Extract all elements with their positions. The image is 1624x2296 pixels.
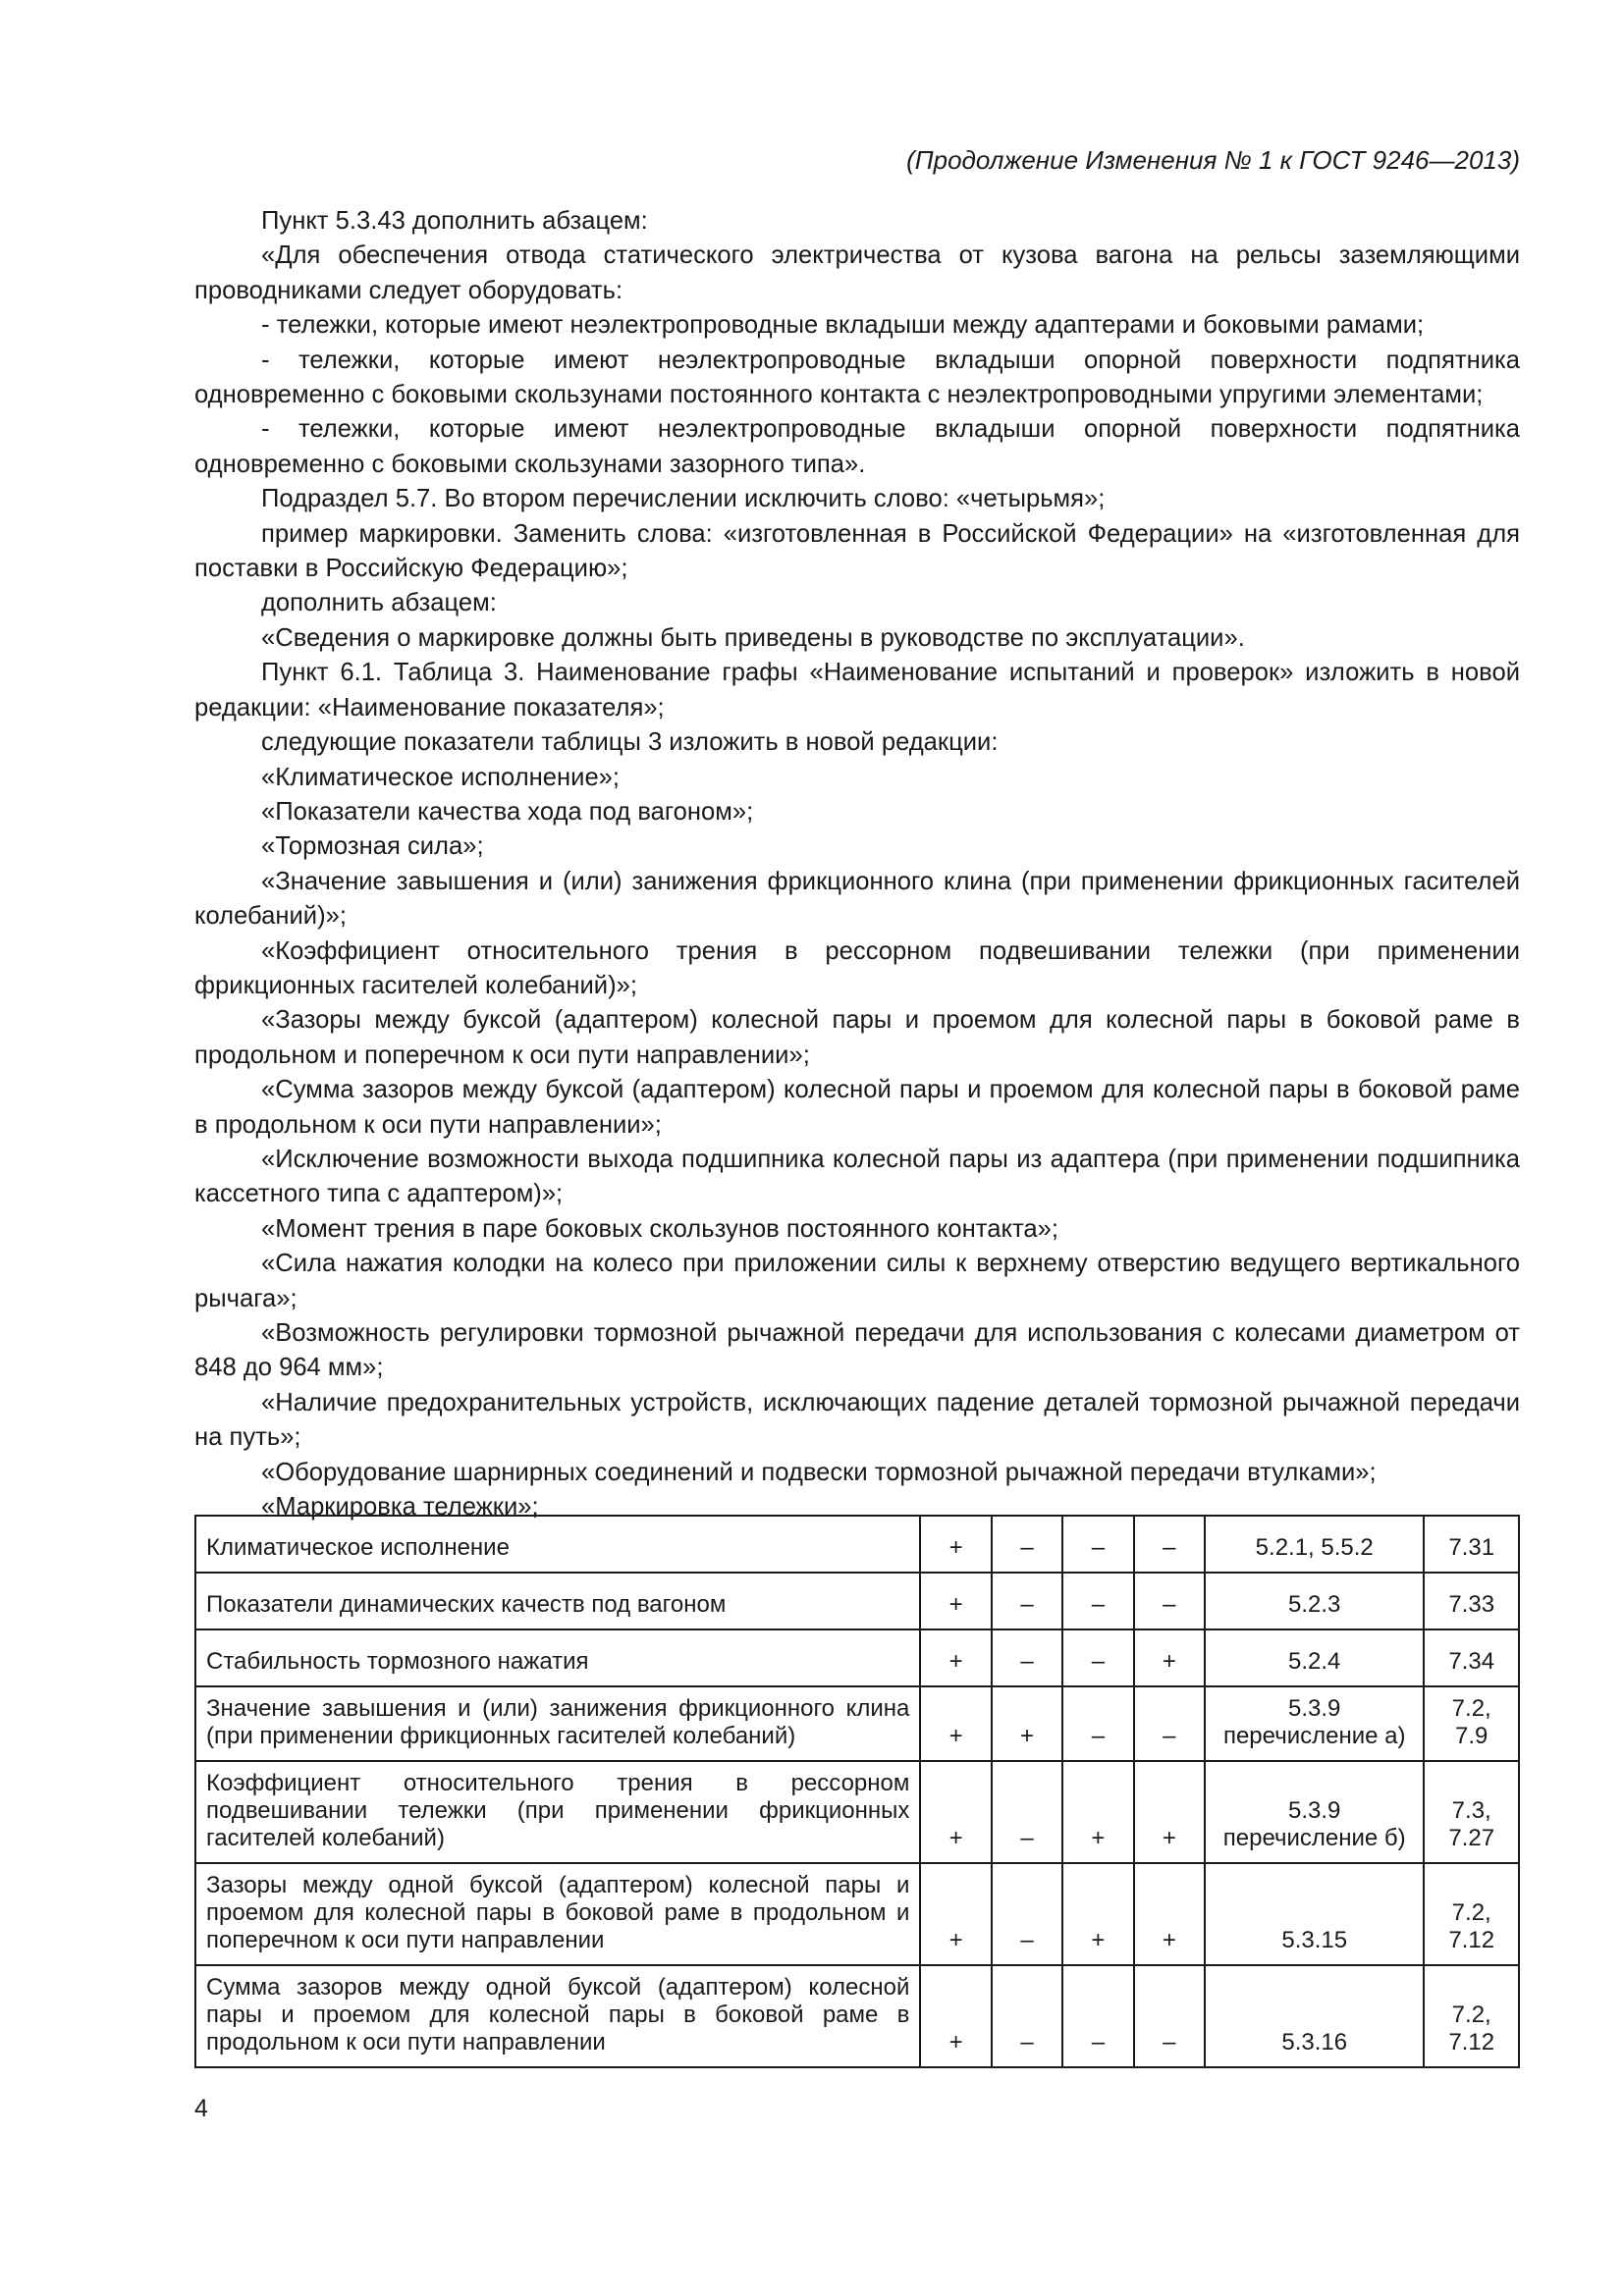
mark-cell: – [1134, 1965, 1205, 2067]
paragraph: «Сумма зазоров между буксой (адаптером) колесной пары и проемом для колесной пары в боковой раме в продольном к оси пути направлении»; [194, 1076, 1520, 1139]
mark-cell: – [1062, 1629, 1133, 1686]
paragraph: - тележки, которые имеют неэлектропроводные вкладыши опорной поверхности подпятника одновременно с боковыми скользунами постоянного контакта с неэлектропроводными упругими элементами; [194, 346, 1520, 409]
paragraph: «Маркировка тележки»; [261, 1493, 539, 1522]
requirement-ref: 5.2.1, 5.5.2 [1205, 1516, 1424, 1573]
indicator-name: Зазоры между одной буксой (адаптером) колесной пары и проемом для колесной пары в боковой раме в продольном и поперечном к оси пути направлении [195, 1863, 920, 1965]
method-ref: 7.3, 7.27 [1424, 1761, 1519, 1863]
mark-cell: + [1062, 1761, 1133, 1863]
paragraph: «Оборудование шарнирных соединений и подвески тормозной рычажной передачи втулками»; [261, 1458, 1377, 1486]
paragraph: «Для обеспечения отвода статического электричества от кузова вагона на рельсы заземляющими проводниками следует оборудовать: [194, 241, 1520, 304]
mark-cell: – [1062, 1686, 1133, 1761]
mark-cell: + [1134, 1629, 1205, 1686]
mark-cell: – [1134, 1516, 1205, 1573]
requirement-ref: 5.2.4 [1205, 1629, 1424, 1686]
mark-cell: + [920, 1686, 991, 1761]
paragraph: Пункт 5.3.43 дополнить абзацем: [261, 207, 648, 235]
requirement-ref: 5.3.9 перечисление б) [1205, 1761, 1424, 1863]
indicator-name: Показатели динамических качеств под вагоном [195, 1573, 920, 1629]
paragraph: Подраздел 5.7. Во втором перечислении исключить слово: «четырьмя»; [261, 485, 1106, 513]
requirement-ref: 5.3.9 перечисление а) [1205, 1686, 1424, 1761]
mark-cell: – [1062, 1965, 1133, 2067]
paragraph: дополнить абзацем: [261, 589, 497, 617]
table-row [195, 1686, 1519, 1761]
mark-cell: – [992, 1629, 1062, 1686]
running-header: (Продолжение Изменения № 1 к ГОСТ 9246—2013) [906, 145, 1520, 175]
paragraph: «Коэффициент относительного трения в рессорном подвешивании тележки (при применении фрикционных гасителей колебаний)»; [194, 936, 1520, 999]
table-row [195, 1573, 1519, 1629]
mark-cell: – [992, 1863, 1062, 1965]
paragraph: «Исключение возможности выхода подшипника колесной пары из адаптера (при применении подшипника кассетного типа с адаптером)»; [194, 1145, 1520, 1208]
mark-cell: + [920, 1516, 991, 1573]
paragraph: - тележки, которые имеют неэлектропроводные вкладыши между адаптерами и боковыми рамами; [261, 311, 1425, 340]
mark-cell: + [920, 1573, 991, 1629]
mark-cell: + [920, 1863, 991, 1965]
indicator-name: Климатическое исполнение [195, 1516, 920, 1573]
method-ref: 7.34 [1424, 1629, 1519, 1686]
indicators-table [194, 1515, 1520, 2068]
indicator-name: Стабильность тормозного нажатия [195, 1629, 920, 1686]
table-row [195, 1761, 1519, 1863]
paragraph: «Сведения о маркировке должны быть приведены в руководстве по эксплуатации». [261, 623, 1245, 652]
mark-cell: – [992, 1965, 1062, 2067]
paragraph: «Тормозная сила»; [261, 832, 484, 861]
table-row [195, 1516, 1519, 1573]
paragraph: «Показатели качества хода под вагоном»; [261, 797, 754, 826]
indicator-name: Коэффициент относительного трения в рессорном подвешивании тележки (при применении фрикционных гасителей колебаний) [195, 1761, 920, 1863]
paragraph: «Наличие предохранительных устройств, исключающих падение деталей тормозной рычажной передачи на путь»; [194, 1388, 1520, 1452]
requirement-ref: 5.3.15 [1205, 1863, 1424, 1965]
mark-cell: – [992, 1516, 1062, 1573]
paragraph: «Зазоры между буксой (адаптером) колесной пары и проемом для колесной пары в боковой раме в продольном и поперечном к оси пути направлении»; [194, 1006, 1520, 1069]
method-ref: 7.2, 7.12 [1424, 1863, 1519, 1965]
mark-cell: – [1062, 1573, 1133, 1629]
mark-cell: + [992, 1686, 1062, 1761]
method-ref: 7.2, 7.9 [1424, 1686, 1519, 1761]
mark-cell: + [1134, 1761, 1205, 1863]
method-ref: 7.33 [1424, 1573, 1519, 1629]
mark-cell: + [1134, 1863, 1205, 1965]
mark-cell: – [1062, 1516, 1133, 1573]
mark-cell: – [992, 1761, 1062, 1863]
table-row [195, 1965, 1519, 2067]
indicator-name: Сумма зазоров между одной буксой (адаптером) колесной пары и проемом для колесной пары в боковой раме в продольном к оси пути направлении [195, 1965, 920, 2067]
mark-cell: + [920, 1965, 991, 2067]
method-ref: 7.31 [1424, 1516, 1519, 1573]
paragraph: «Сила нажатия колодки на колесо при приложении силы к верхнему отверстию ведущего вертикального рычага»; [194, 1250, 1520, 1312]
mark-cell: – [1134, 1686, 1205, 1761]
method-ref: 7.2, 7.12 [1424, 1965, 1519, 2067]
mark-cell: – [1134, 1573, 1205, 1629]
paragraph: «Возможность регулировки тормозной рычажной передачи для использования с колесами диаметром от 848 до 964 мм»; [194, 1319, 1520, 1382]
requirement-ref: 5.3.16 [1205, 1965, 1424, 2067]
mark-cell: + [920, 1629, 991, 1686]
paragraph: «Климатическое исполнение»; [261, 763, 621, 791]
paragraph: - тележки, которые имеют неэлектропроводные вкладыши опорной поверхности подпятника одновременно с боковыми скользунами зазорного типа». [194, 415, 1520, 478]
paragraph: следующие показатели таблицы 3 изложить в новой редакции: [261, 728, 999, 757]
paragraph: «Момент трения в паре боковых скользунов постоянного контакта»; [261, 1214, 1058, 1243]
body-text [194, 204, 1520, 1524]
requirement-ref: 5.2.3 [1205, 1573, 1424, 1629]
table-row [195, 1863, 1519, 1965]
paragraph: «Значение завышения и (или) занижения фрикционного клина (при применении фрикционных гасителей колебаний)»; [194, 867, 1520, 931]
mark-cell: – [992, 1573, 1062, 1629]
paragraph: пример маркировки. Заменить слова: «изготовленная в Российской Федерации» на «изготовленная для поставки в Российскую Федерацию»; [194, 519, 1520, 583]
page-number: 4 [194, 2095, 208, 2122]
indicator-name: Значение завышения и (или) занижения фрикционного клина (при применении фрикционных гасителей колебаний) [195, 1686, 920, 1761]
paragraph: Пункт 6.1. Таблица 3. Наименование графы «Наименование испытаний и проверок» изложить в новой редакции: «Наименование показателя»; [194, 659, 1520, 721]
table-row [195, 1629, 1519, 1686]
mark-cell: + [920, 1761, 991, 1863]
mark-cell: + [1062, 1863, 1133, 1965]
